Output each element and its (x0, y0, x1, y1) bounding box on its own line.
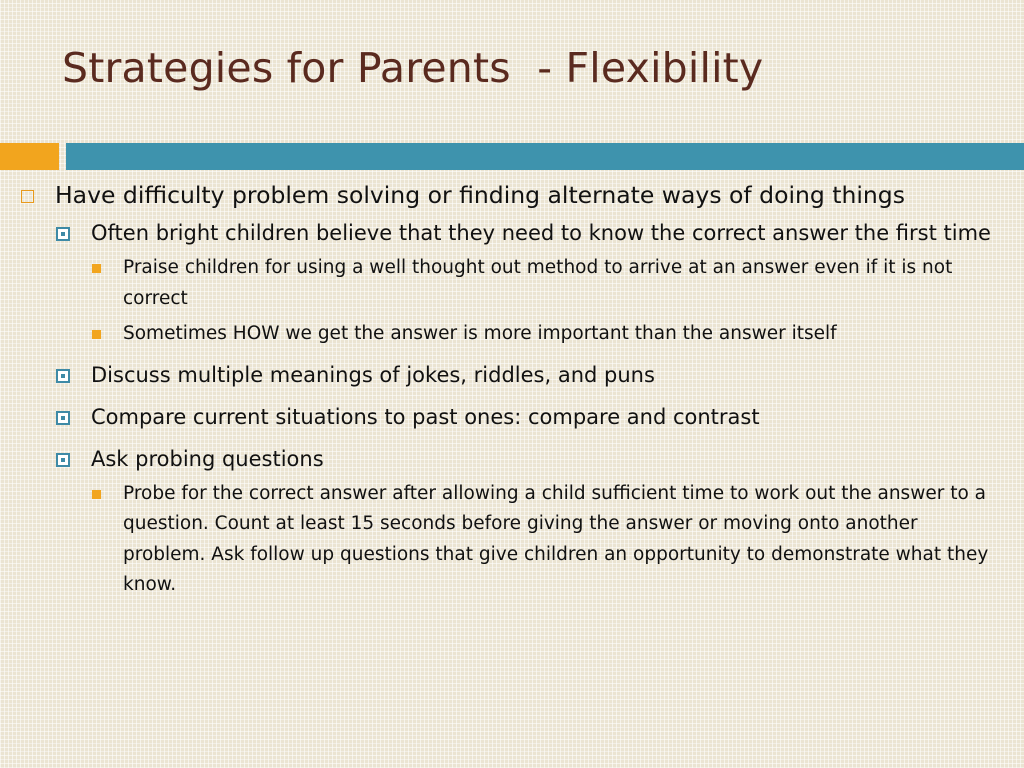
bullet-text: Praise children for using a well thought out method to arrive at an answer even if it is not correct (123, 257, 953, 309)
bullet-item (91, 479, 1003, 601)
bullet-text: Compare current situations to past ones: compare and contrast (91, 404, 760, 429)
boxed-square-bullet-icon (56, 411, 70, 425)
boxed-square-bullet-icon (56, 453, 70, 467)
filled-square-bullet-icon (92, 330, 101, 339)
bullet-text: Ask probing questions (91, 446, 324, 471)
slide-body (18, 176, 1003, 609)
bullet-text: Probe for the correct answer after allowing a child sufficient time to work out the answer to a question. Count at least 15 seconds before giving the answer or moving onto another problem. Ask follow up questions that give children an opportunity to demonstrate what they know. (123, 482, 989, 595)
boxed-square-bullet-icon (56, 227, 70, 241)
bullet-list-level-2 (55, 216, 1003, 601)
bullet-item (91, 253, 1003, 314)
accent-bar-orange (0, 143, 59, 170)
bullet-item (55, 442, 1003, 601)
filled-square-bullet-icon (92, 264, 101, 273)
bullet-item (55, 216, 1003, 350)
bullet-text: Often bright children believe that they need to know the correct answer the first time (91, 221, 991, 245)
bullet-item (55, 400, 1003, 434)
bullet-text: Discuss multiple meanings of jokes, riddles, and puns (91, 362, 655, 387)
bullet-item (18, 176, 1003, 601)
bullet-list-level-3 (91, 479, 1003, 601)
bullet-list-level-3 (91, 253, 1003, 350)
bullet-item (55, 358, 1003, 392)
slide-title: Strategies for Parents - Flexibility (62, 44, 764, 92)
bullet-list-level-1 (18, 176, 1003, 601)
bullet-text: Sometimes HOW we get the answer is more important than the answer itself (123, 323, 837, 344)
boxed-square-bullet-icon (56, 369, 70, 383)
accent-bar-teal (66, 143, 1024, 170)
bullet-text: Have difficulty problem solving or finding alternate ways of doing things (55, 181, 905, 209)
filled-square-bullet-icon (92, 490, 101, 499)
bullet-item (91, 319, 1003, 350)
hollow-square-bullet-icon (21, 190, 34, 203)
